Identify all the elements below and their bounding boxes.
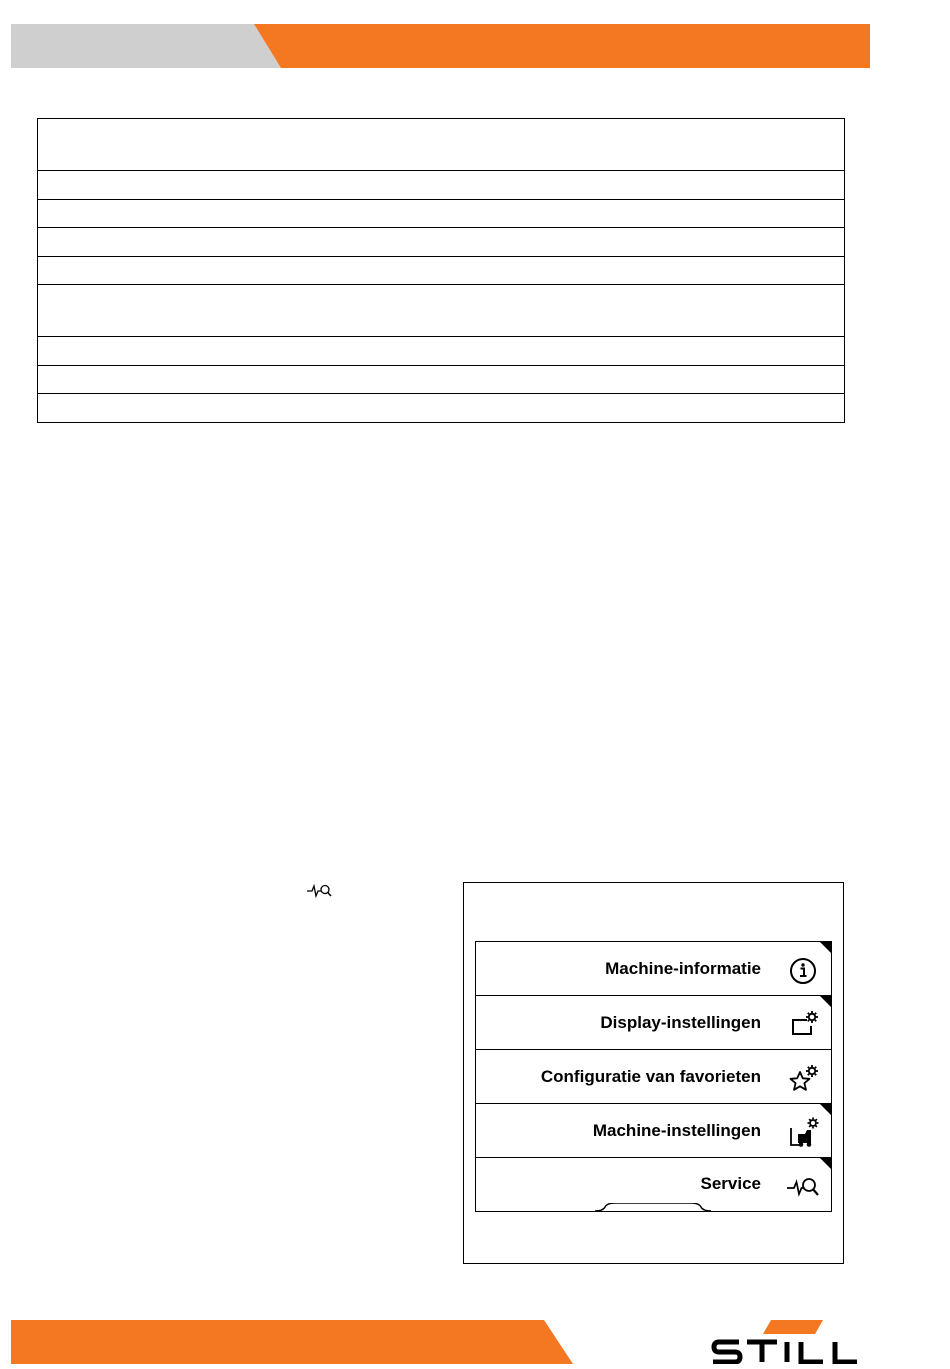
header-bar	[11, 24, 870, 68]
spec-table	[37, 118, 845, 423]
table-row	[38, 256, 845, 285]
still-logo	[711, 1318, 873, 1364]
table-row	[38, 119, 845, 171]
menu-item-configuratie-van-favorieten[interactable]	[475, 1049, 832, 1104]
favorite-star-settings-icon	[785, 1062, 821, 1094]
menu-item-label: Machine-instellingen	[592, 1120, 761, 1140]
menu-item-machine-instellingen[interactable]	[475, 1103, 832, 1158]
display-settings-icon	[785, 1008, 821, 1040]
service-diagnostics-icon	[306, 883, 334, 899]
menu-item-machine-informatie[interactable]	[475, 941, 832, 996]
menu-item-label: Machine-informatie	[605, 958, 761, 978]
table-cell	[38, 394, 845, 423]
menu-item-label: Display-instellingen	[600, 1012, 761, 1032]
table-row	[38, 394, 845, 423]
table-cell	[38, 365, 845, 394]
table-cell	[38, 337, 845, 366]
scroll-tab-indicator	[595, 1203, 711, 1217]
table-row	[38, 171, 845, 200]
table-cell	[38, 228, 845, 257]
menu-item-label: Service	[700, 1174, 761, 1193]
table-row	[38, 365, 845, 394]
submenu-indicator	[820, 1158, 831, 1169]
table-row	[38, 285, 845, 337]
footer-bar	[11, 1320, 573, 1364]
submenu-indicator	[820, 942, 831, 953]
menu-item-label: Configuratie van favorieten	[540, 1066, 761, 1086]
info-circle-icon	[785, 954, 821, 986]
submenu-indicator	[820, 996, 831, 1007]
table-cell	[38, 171, 845, 200]
table-row	[38, 228, 845, 257]
menu-item-display-instellingen[interactable]	[475, 995, 832, 1050]
service-diagnostics-icon	[785, 1170, 821, 1202]
table-row	[38, 199, 845, 228]
table-cell	[38, 256, 845, 285]
table-cell	[38, 199, 845, 228]
table-cell	[38, 285, 845, 337]
table-cell	[38, 119, 845, 171]
submenu-indicator	[820, 1104, 831, 1115]
table-row	[38, 337, 845, 366]
forklift-settings-icon	[785, 1116, 821, 1148]
